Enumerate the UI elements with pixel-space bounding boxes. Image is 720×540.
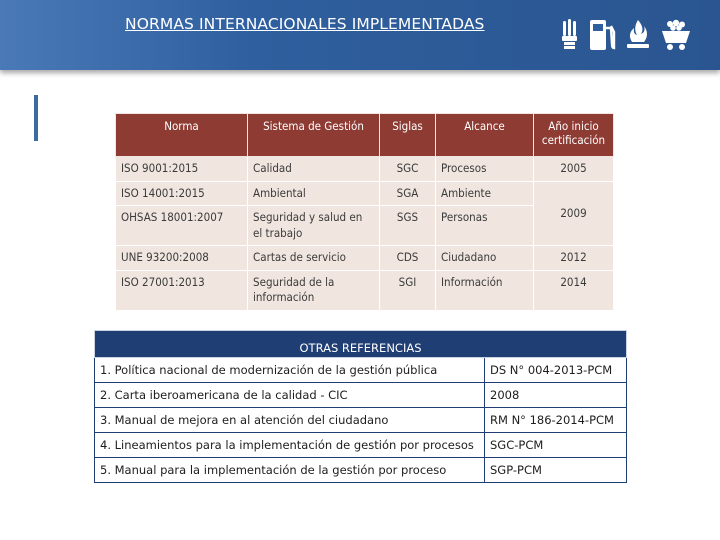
norma-cell: ISO 14001:2015: [116, 181, 248, 206]
siglas-cell: SGC: [380, 157, 436, 182]
alcance-cell: Personas: [436, 206, 534, 246]
norms-header-row: [116, 114, 614, 157]
sistema-cell: Seguridad de la información: [248, 270, 380, 310]
page-title: NORMAS INTERNACIONALES IMPLEMENTADAS: [125, 15, 485, 33]
reference-item: 2. Carta iberoamericana de la calidad - CIC: [95, 383, 485, 408]
siglas-cell: SGS: [380, 206, 436, 246]
table-row: [95, 433, 627, 458]
anio-cell: 2009: [534, 181, 614, 246]
references-title: OTRAS REFERENCIAS: [95, 331, 627, 358]
alcance-cell: Información: [436, 270, 534, 310]
siglas-cell: SGI: [380, 270, 436, 310]
lightbulb-icon: [557, 18, 581, 52]
reference-item: 5. Manual para la implementación de la gestión por proceso: [95, 458, 485, 483]
anio-cell: 2005: [534, 157, 614, 182]
reference-code: RM N° 186-2014-PCM: [485, 408, 627, 433]
norma-cell: UNE 93200:2008: [116, 246, 248, 271]
reference-item: 1. Política nacional de modernización de la gestión pública: [95, 358, 485, 383]
header-anio: Año inicio certificación: [534, 114, 614, 157]
header-siglas: Siglas: [380, 114, 436, 157]
accent-bar: [34, 95, 38, 141]
siglas-cell: CDS: [380, 246, 436, 271]
norma-cell: ISO 9001:2015: [116, 157, 248, 182]
table-row: [116, 270, 614, 310]
table-row: [95, 458, 627, 483]
references-table: [94, 330, 627, 483]
sistema-cell: Seguridad y salud en el trabajo: [248, 206, 380, 246]
alcance-cell: Procesos: [436, 157, 534, 182]
norma-cell: OHSAS 18001:2007: [116, 206, 248, 246]
reference-code: SGC-PCM: [485, 433, 627, 458]
table-row: [116, 157, 614, 182]
reference-code: SGP-PCM: [485, 458, 627, 483]
header-banner: [0, 0, 720, 70]
table-row: [95, 408, 627, 433]
reference-code: 2008: [485, 383, 627, 408]
sistema-cell: Cartas de servicio: [248, 246, 380, 271]
header-alcance: Alcance: [436, 114, 534, 157]
table-row: [116, 181, 614, 206]
header-icons: [557, 18, 693, 52]
flame-icon: [623, 18, 653, 52]
reference-item: 4. Lineamientos para la implementación de gestión por procesos: [95, 433, 485, 458]
norma-cell: ISO 27001:2013: [116, 270, 248, 310]
table-row: [116, 246, 614, 271]
alcance-cell: Ambiente: [436, 181, 534, 206]
reference-item: 3. Manual de mejora en al atención del ciudadano: [95, 408, 485, 433]
header-sistema: Sistema de Gestión: [248, 114, 380, 157]
references-header-row: [95, 331, 627, 358]
alcance-cell: Ciudadano: [436, 246, 534, 271]
header-norma: Norma: [116, 114, 248, 157]
fuel-pump-icon: [587, 18, 617, 52]
mining-cart-icon: [659, 18, 693, 52]
sistema-cell: Calidad: [248, 157, 380, 182]
norms-table: [115, 113, 614, 311]
sistema-cell: Ambiental: [248, 181, 380, 206]
siglas-cell: SGA: [380, 181, 436, 206]
anio-cell: 2014: [534, 270, 614, 310]
reference-code: DS N° 004-2013-PCM: [485, 358, 627, 383]
table-row: [95, 358, 627, 383]
table-row: [95, 383, 627, 408]
anio-cell: 2012: [534, 246, 614, 271]
